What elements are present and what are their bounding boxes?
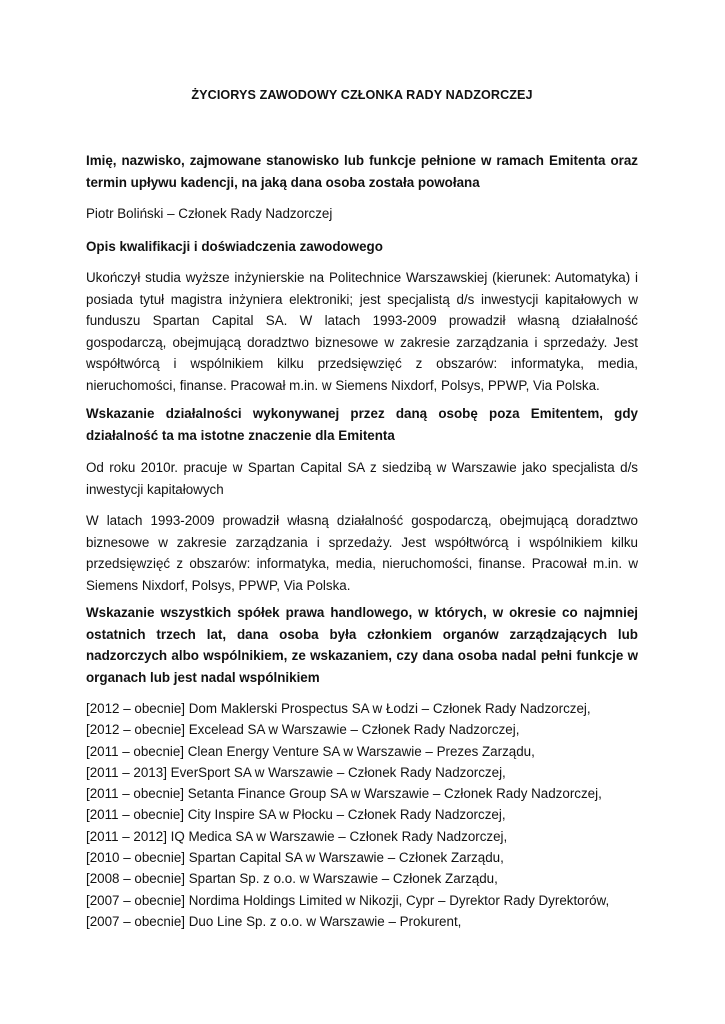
qualifications-paragraph: Ukończył studia wyższe inżynierskie na Politechnice Warszawskiej (kierunek: Automatyka) i posiada tytuł magistra inżyniera elektroniki; jest specjalistą d/s inwestycji kapitałowych w funduszu Spartan Capital SA. W latach 1993-2009 prowadził własną działalność gospodarczą, obejmującą doradztwo biznesowe w zakresie zarządzania i sprzedaży. Jest współtwórcą i wspólnikiem kilku przedsięwzięć z obszarów: informatyka, media, nieruchomości, finanse. Pracował m.in. w Siemens Nixdorf, Polsys, PPWP, Via Polska. <box>86 270 638 393</box>
companies-list <box>86 698 646 932</box>
list-item: [2007 – obecnie] Duo Line Sp. z o.o. w Warszawie – Prokurent, <box>86 913 462 929</box>
external-activity-paragraph-2: W latach 1993-2009 prowadził własną działalność gospodarczą, obejmującą doradztwo biznesowe w zakresie zarządzania i sprzedaży. Jest współtwórcą i wspólnikiem kilku przedsięwzięć z obszarów: informatyka, media, nieruchomości, finanse. Pracował m.in. w Siemens Nixdorf, Polsys, PPWP, Via Polska. <box>86 513 638 593</box>
list-item: [2011 – obecnie] Clean Energy Venture SA w Warszawie – Prezes Zarządu, <box>86 743 535 759</box>
list-item: [2012 – obecnie] Excelead SA w Warszawie – Członek Rady Nadzorczej, <box>86 722 520 738</box>
list-item: [2011 – 2012] IQ Medica SA w Warszawie – Członek Rady Nadzorczej, <box>86 828 508 844</box>
list-item: [2007 – obecnie] Nordima Holdings Limited w Nikozji, Cypr – Dyrektor Rady Dyrektorów, <box>86 892 610 908</box>
list-item: [2011 – obecnie] City Inspire SA w Płocku – Członek Rady Nadzorczej, <box>86 807 506 823</box>
list-item: [2012 – obecnie] Dom Maklerski Prospectus SA w Łodzi – Członek Rady Nadzorczej, <box>86 701 591 716</box>
list-item: [2008 – obecnie] Spartan Sp. z o.o. w Warszawie – Członek Zarządu, <box>86 871 498 887</box>
document-title: ŻYCIORYS ZAWODOWY CZŁONKA RADY NADZORCZEJ <box>191 88 533 102</box>
list-item: [2010 – obecnie] Spartan Capital SA w Warszawie – Członek Zarządu, <box>86 850 504 866</box>
list-item: [2011 – obecnie] Setanta Finance Group SA w Warszawie – Członek Rady Nadzorczej, <box>86 786 602 802</box>
section-heading-identity: Imię, nazwisko, zajmowane stanowisko lub funkcje pełnione w ramach Emitenta oraz termin upływu kadencji, na jaką dana osoba została powołana <box>86 153 638 190</box>
name-position-line: Piotr Boliński – Członek Rady Nadzorczej <box>86 206 333 221</box>
section-heading-external-activity: Wskazanie działalności wykonywanej przez daną osobę poza Emitentem, gdy działalność ta ma istotne znaczenie dla Emitenta <box>86 406 638 443</box>
list-item: [2011 – 2013] EverSport SA w Warszawie – Członek Rady Nadzorczej, <box>86 764 506 780</box>
external-activity-paragraph-1: Od roku 2010r. pracuje w Spartan Capital SA z siedzibą w Warszawie jako specjalista d/s inwestycji kapitałowych <box>86 460 638 497</box>
section-heading-qualifications: Opis kwalifikacji i doświadczenia zawodowego <box>86 239 383 254</box>
section-heading-companies: Wskazanie wszystkich spółek prawa handlowego, w których, w okresie co najmniej ostatnich trzech lat, dana osoba była członkiem organów zarządzających lub nadzorczych albo wspólnikiem, ze wskazaniem, czy dana osoba nadal pełni funkcje w organach lub jest nadal wspólnikiem <box>86 605 638 685</box>
